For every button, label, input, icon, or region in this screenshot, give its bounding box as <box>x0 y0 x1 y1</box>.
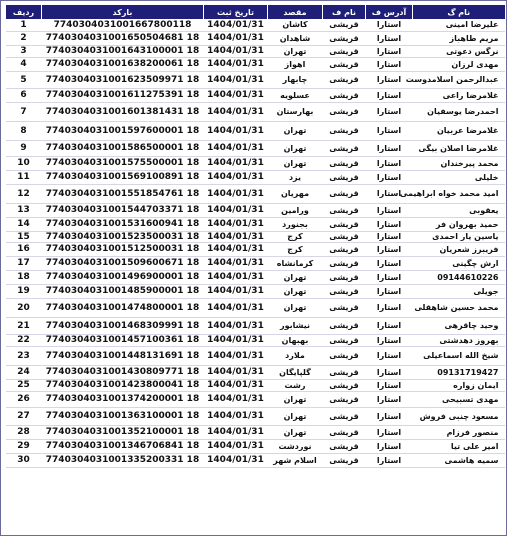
row-sender-name: قریشی <box>323 365 366 379</box>
row-date: 1404/01/31 <box>204 231 268 242</box>
row-sender-name: قریشی <box>323 231 366 242</box>
row-date: 1404/01/31 <box>204 284 268 298</box>
row-sender-address: استارا <box>366 379 413 391</box>
row-date: 1404/01/31 <box>204 217 268 231</box>
header-recipient-name[interactable]: نام گ <box>413 5 505 19</box>
row-destination: کرج <box>268 242 323 256</box>
row-recipient-name: نرگس دعوتی <box>413 45 505 57</box>
row-date: 1404/01/31 <box>204 256 268 270</box>
row-barcode: 7740304031001512500031 18 <box>42 242 204 256</box>
row-destination: بهبهان <box>268 334 323 346</box>
row-destination: تهران <box>268 270 323 284</box>
row-sender-address: استارا <box>366 184 413 203</box>
row-sender-address: استارا <box>366 365 413 379</box>
row-destination: مهریان <box>268 184 323 203</box>
row-date: 1404/01/31 <box>204 242 268 256</box>
row-date: 1404/01/31 <box>204 365 268 379</box>
row-date: 1404/01/31 <box>204 57 268 71</box>
row-sender-address: استارا <box>366 88 413 102</box>
row-index: 6 <box>6 88 42 102</box>
row-index: 4 <box>6 57 42 71</box>
row-destination: ورامین <box>268 203 323 217</box>
row-barcode: 7740304031001423800041 18 <box>42 379 204 391</box>
table-row[interactable] <box>6 102 505 121</box>
table-row[interactable] <box>6 121 505 140</box>
row-barcode: 7740304031001569100891 18 <box>42 170 204 184</box>
row-sender-address: استارا <box>366 317 413 334</box>
row-recipient-name: عبدالرحمن اسلامدوست <box>413 71 505 88</box>
row-recipient-name: مریم طاهباز <box>413 31 505 45</box>
row-recipient-name: یعقوبی <box>413 203 505 217</box>
header-sender-address[interactable]: آدرس ف <box>366 5 413 19</box>
row-barcode: 7740304031001374200001 18 <box>42 391 204 407</box>
row-date: 1404/01/31 <box>204 453 268 467</box>
row-sender-address: استارا <box>366 407 413 425</box>
row-date: 1404/01/31 <box>204 334 268 346</box>
row-sender-address: استارا <box>366 57 413 71</box>
row-recipient-name: سمیه هاشمی <box>413 453 505 467</box>
table-row[interactable] <box>6 425 505 439</box>
row-sender-address: استارا <box>366 256 413 270</box>
table-row[interactable] <box>6 57 505 71</box>
row-index: 9 <box>6 140 42 156</box>
row-index: 8 <box>6 121 42 140</box>
table-row[interactable] <box>6 365 505 379</box>
row-sender-name: قریشی <box>323 156 366 170</box>
row-sender-address: استارا <box>366 346 413 365</box>
row-recipient-name: 09131719427 <box>413 365 505 379</box>
row-destination: کرمانشاه <box>268 256 323 270</box>
row-barcode: 7740304031001667800118 <box>42 19 204 31</box>
row-date: 1404/01/31 <box>204 170 268 184</box>
row-recipient-name: مسعود چنبی فروش <box>413 407 505 425</box>
row-sender-name: قریشی <box>323 453 366 467</box>
row-sender-address: استارا <box>366 217 413 231</box>
row-sender-name: قریشی <box>323 57 366 71</box>
table-row[interactable] <box>6 31 505 45</box>
row-index: 27 <box>6 407 42 425</box>
row-destination: تهران <box>268 425 323 439</box>
row-sender-address: استارا <box>366 71 413 88</box>
row-sender-address: استارا <box>366 156 413 170</box>
row-barcode: 7740304031001509600671 18 <box>42 256 204 270</box>
row-sender-address: استارا <box>366 298 413 317</box>
row-sender-name: قریشی <box>323 407 366 425</box>
table-row[interactable] <box>6 140 505 156</box>
row-index: 13 <box>6 203 42 217</box>
row-sender-name: قریشی <box>323 31 366 45</box>
row-destination: تهران <box>268 156 323 170</box>
row-destination: تهران <box>268 298 323 317</box>
row-sender-name: قریشی <box>323 88 366 102</box>
row-sender-address: استارا <box>366 170 413 184</box>
row-index: 22 <box>6 334 42 346</box>
row-date: 1404/01/31 <box>204 184 268 203</box>
row-sender-address: استارا <box>366 334 413 346</box>
row-barcode: 7740304031001586500001 18 <box>42 140 204 156</box>
row-date: 1404/01/31 <box>204 379 268 391</box>
row-recipient-name: ایمان زواره <box>413 379 505 391</box>
row-recipient-name: یاسین یار احمدی <box>413 231 505 242</box>
row-sender-name: قریشی <box>323 391 366 407</box>
row-recipient-name: مهدی لرزان <box>413 57 505 71</box>
row-destination: نوردشت <box>268 439 323 453</box>
row-date: 1404/01/31 <box>204 270 268 284</box>
table-body <box>6 19 505 467</box>
row-destination: شاهدان <box>268 31 323 45</box>
row-destination: تهران <box>268 121 323 140</box>
row-index: 19 <box>6 284 42 298</box>
row-barcode: 7740304031001335200331 18 <box>42 453 204 467</box>
row-sender-name: قریشی <box>323 379 366 391</box>
table-row[interactable] <box>6 407 505 425</box>
row-recipient-name: وحید چاقرهی <box>413 317 505 334</box>
row-barcode: 7740304031001551854761 18 <box>42 184 204 203</box>
row-barcode: 7740304031001352100001 18 <box>42 425 204 439</box>
row-sender-address: استارا <box>366 242 413 256</box>
row-barcode: 7740304031001597600001 18 <box>42 121 204 140</box>
shipments-table <box>5 5 505 468</box>
row-sender-name: قریشی <box>323 45 366 57</box>
table-row[interactable] <box>6 334 505 346</box>
row-recipient-name: فریبرز شعریان <box>413 242 505 256</box>
row-destination: کرج <box>268 231 323 242</box>
row-destination: یزد <box>268 170 323 184</box>
row-index: 29 <box>6 439 42 453</box>
row-barcode: 7740304031001575500001 18 <box>42 156 204 170</box>
row-destination: اهواز <box>268 57 323 71</box>
table-row[interactable] <box>6 231 505 242</box>
table-row[interactable] <box>6 453 505 467</box>
row-sender-name: قریشی <box>323 270 366 284</box>
row-index: 14 <box>6 217 42 231</box>
row-destination: چابهار <box>268 71 323 88</box>
row-index: 18 <box>6 270 42 284</box>
row-recipient-name: غلامرضا اصلان بیگی <box>413 140 505 156</box>
row-index: 16 <box>6 242 42 256</box>
row-date: 1404/01/31 <box>204 439 268 453</box>
table-row[interactable] <box>6 439 505 453</box>
header-destination[interactable]: مقصد <box>268 5 323 19</box>
row-destination: اسلام شهر <box>268 453 323 467</box>
row-barcode: 7740304031001650504681 18 <box>42 31 204 45</box>
table-row[interactable] <box>6 217 505 231</box>
row-recipient-name: امید محمد خواه ابراهیمی <box>413 184 505 203</box>
row-barcode: 7740304031001474800001 18 <box>42 298 204 317</box>
row-date: 1404/01/31 <box>204 140 268 156</box>
row-sender-name: قریشی <box>323 217 366 231</box>
table-row[interactable] <box>6 256 505 270</box>
row-recipient-name: احمدرضا یوسفیان <box>413 102 505 121</box>
row-index: 24 <box>6 365 42 379</box>
row-destination: تهران <box>268 407 323 425</box>
row-sender-name: قریشی <box>323 346 366 365</box>
row-index: 7 <box>6 102 42 121</box>
row-recipient-name: بهروز دهدشتی <box>413 334 505 346</box>
table-row[interactable] <box>6 391 505 407</box>
row-destination: تهران <box>268 284 323 298</box>
row-recipient-name: غلامرضا عربیان <box>413 121 505 140</box>
table-row[interactable] <box>6 270 505 284</box>
row-date: 1404/01/31 <box>204 391 268 407</box>
table-row[interactable] <box>6 346 505 365</box>
row-date: 1404/01/31 <box>204 407 268 425</box>
row-date: 1404/01/31 <box>204 346 268 365</box>
row-recipient-name: منصور فرزام <box>413 425 505 439</box>
row-sender-name: قریشی <box>323 203 366 217</box>
row-sender-address: استارا <box>366 453 413 467</box>
row-barcode: 7740304031001523500031 18 <box>42 231 204 242</box>
row-index: 21 <box>6 317 42 334</box>
row-index: 25 <box>6 379 42 391</box>
row-destination: رشت <box>268 379 323 391</box>
row-index: 15 <box>6 231 42 242</box>
table-row[interactable] <box>6 19 505 31</box>
row-recipient-name: محمد حسین شاهقلی <box>413 298 505 317</box>
table-row[interactable] <box>6 242 505 256</box>
row-date: 1404/01/31 <box>204 88 268 102</box>
row-barcode: 7740304031001346706841 18 <box>42 439 204 453</box>
table-row[interactable] <box>6 156 505 170</box>
row-index: 5 <box>6 71 42 88</box>
row-destination: گلپایگان <box>268 365 323 379</box>
row-barcode: 7740304031001544703371 18 <box>42 203 204 217</box>
table-row[interactable] <box>6 88 505 102</box>
row-recipient-name: حمید بهروان فر <box>413 217 505 231</box>
row-sender-name: قریشی <box>323 334 366 346</box>
row-index: 12 <box>6 184 42 203</box>
row-sender-address: استارا <box>366 121 413 140</box>
row-destination: بهارستان <box>268 102 323 121</box>
row-date: 1404/01/31 <box>204 156 268 170</box>
row-sender-address: استارا <box>366 140 413 156</box>
row-destination: عسلویه <box>268 88 323 102</box>
row-sender-name: قریشی <box>323 256 366 270</box>
row-sender-address: استارا <box>366 439 413 453</box>
header-date[interactable]: تاریخ ثبت <box>204 5 268 19</box>
row-index: 26 <box>6 391 42 407</box>
row-barcode: 7740304031001485900001 18 <box>42 284 204 298</box>
row-sender-name: قریشی <box>323 298 366 317</box>
row-index: 10 <box>6 156 42 170</box>
row-recipient-name: امیر علی تیا <box>413 439 505 453</box>
row-barcode: 7740304031001638200061 18 <box>42 57 204 71</box>
row-index: 3 <box>6 45 42 57</box>
row-index: 11 <box>6 170 42 184</box>
row-sender-address: استارا <box>366 284 413 298</box>
table-row[interactable] <box>6 170 505 184</box>
row-barcode: 7740304031001448131691 18 <box>42 346 204 365</box>
row-index: 1 <box>6 19 42 31</box>
row-sender-name: قریشی <box>323 140 366 156</box>
row-barcode: 7740304031001457100361 18 <box>42 334 204 346</box>
row-barcode: 7740304031001623509971 18 <box>42 71 204 88</box>
row-destination: کاشان <box>268 19 323 31</box>
row-index: 17 <box>6 256 42 270</box>
row-sender-name: قریشی <box>323 425 366 439</box>
row-sender-address: استارا <box>366 203 413 217</box>
row-barcode: 7740304031001430809771 18 <box>42 365 204 379</box>
table-row[interactable] <box>6 298 505 317</box>
row-sender-address: استارا <box>366 19 413 31</box>
row-index: 2 <box>6 31 42 45</box>
row-recipient-name: خلیلی <box>413 170 505 184</box>
row-sender-name: قریشی <box>323 170 366 184</box>
row-destination: ملارد <box>268 346 323 365</box>
row-sender-address: استارا <box>366 102 413 121</box>
row-sender-name: قریشی <box>323 102 366 121</box>
row-destination: تهران <box>268 140 323 156</box>
header-row <box>6 5 505 19</box>
table-row[interactable] <box>6 284 505 298</box>
row-destination: نیشابور <box>268 317 323 334</box>
row-barcode: 7740304031001496900001 18 <box>42 270 204 284</box>
row-destination: تهران <box>268 391 323 407</box>
row-date: 1404/01/31 <box>204 45 268 57</box>
table-row[interactable] <box>6 317 505 334</box>
row-barcode: 7740304031001468309991 18 <box>42 317 204 334</box>
table-row[interactable] <box>6 203 505 217</box>
row-date: 1404/01/31 <box>204 317 268 334</box>
row-sender-name: قریشی <box>323 439 366 453</box>
row-recipient-name: جویلی <box>413 284 505 298</box>
row-date: 1404/01/31 <box>204 298 268 317</box>
row-sender-address: استارا <box>366 391 413 407</box>
row-date: 1404/01/31 <box>204 121 268 140</box>
row-sender-name: قریشی <box>323 184 366 203</box>
row-barcode: 7740304031001363100001 18 <box>42 407 204 425</box>
row-sender-name: قریشی <box>323 121 366 140</box>
row-recipient-name: علیرضا امینی <box>413 19 505 31</box>
row-sender-address: استارا <box>366 270 413 284</box>
row-sender-name: قریشی <box>323 19 366 31</box>
row-destination: بجنورد <box>268 217 323 231</box>
row-barcode: 7740304031001643100001 18 <box>42 45 204 57</box>
table-row[interactable] <box>6 45 505 57</box>
row-recipient-name: 09144610226 <box>413 270 505 284</box>
row-barcode: 7740304031001611275391 18 <box>42 88 204 102</box>
row-recipient-name: محمد پیرخندان <box>413 156 505 170</box>
row-barcode: 7740304031001531600941 18 <box>42 217 204 231</box>
row-sender-name: قریشی <box>323 317 366 334</box>
row-index: 20 <box>6 298 42 317</box>
header-sender-name[interactable]: نام ف <box>323 5 366 19</box>
row-index: 23 <box>6 346 42 365</box>
row-date: 1404/01/31 <box>204 71 268 88</box>
row-sender-name: قریشی <box>323 242 366 256</box>
row-sender-address: استارا <box>366 425 413 439</box>
row-sender-address: استارا <box>366 231 413 242</box>
row-destination: تهران <box>268 45 323 57</box>
row-date: 1404/01/31 <box>204 425 268 439</box>
row-date: 1404/01/31 <box>204 203 268 217</box>
header-barcode[interactable]: بارکد <box>42 5 204 19</box>
row-sender-name: قریشی <box>323 71 366 88</box>
row-date: 1404/01/31 <box>204 19 268 31</box>
row-sender-name: قریشی <box>323 284 366 298</box>
row-sender-address: استارا <box>366 31 413 45</box>
table-row[interactable] <box>6 71 505 88</box>
row-barcode: 7740304031001601381431 18 <box>42 102 204 121</box>
row-recipient-name: ارش چگینی <box>413 256 505 270</box>
row-recipient-name: غلامرضا راعی <box>413 88 505 102</box>
row-recipient-name: شیخ الله اسماعیلی <box>413 346 505 365</box>
row-index: 30 <box>6 453 42 467</box>
row-index: 28 <box>6 425 42 439</box>
table-row[interactable] <box>6 184 505 203</box>
row-date: 1404/01/31 <box>204 31 268 45</box>
header-index[interactable]: رديف <box>6 5 42 19</box>
row-recipient-name: مهدی تسبیحی <box>413 391 505 407</box>
row-date: 1404/01/31 <box>204 102 268 121</box>
table-row[interactable] <box>6 379 505 391</box>
row-sender-address: استارا <box>366 45 413 57</box>
